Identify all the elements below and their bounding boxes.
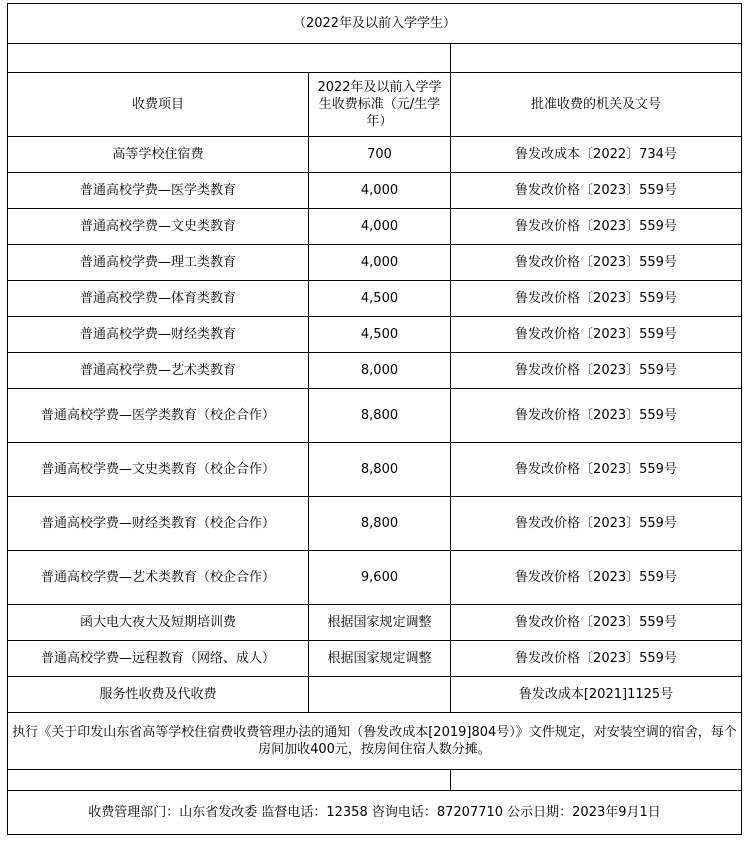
table-row — [8, 137, 742, 173]
cell-approval: 鲁发改价格〔2023〕559号 — [451, 443, 742, 497]
cell-approval: 鲁发改成本[2021]1125号 — [451, 677, 742, 713]
empty-cell — [8, 44, 451, 73]
cell-approval: 鲁发改价格〔2023〕559号 — [451, 173, 742, 209]
cell-item: 普通高校学费—文史类教育（校企合作） — [8, 443, 309, 497]
cell-item: 普通高校学费—财经类教育（校企合作） — [8, 497, 309, 551]
cell-item: 普通高校学费—医学类教育 — [8, 173, 309, 209]
cell-approval: 鲁发改价格〔2023〕559号 — [451, 245, 742, 281]
cell-item: 高等学校住宿费 — [8, 137, 309, 173]
cell-approval: 鲁发改价格〔2023〕559号 — [451, 497, 742, 551]
header-row — [8, 73, 742, 137]
table-row — [8, 497, 742, 551]
table-row — [8, 317, 742, 353]
cell-standard: 8,800 — [309, 389, 451, 443]
cell-standard: 4,500 — [309, 281, 451, 317]
cell-approval: 鲁发改价格〔2023〕559号 — [451, 605, 742, 641]
cell-standard: 700 — [309, 137, 451, 173]
cell-approval: 鲁发改价格〔2023〕559号 — [451, 389, 742, 443]
fee-rows — [8, 137, 742, 713]
spacer-row — [8, 770, 742, 791]
cell-approval: 鲁发改价格〔2023〕559号 — [451, 641, 742, 677]
cell-approval: 鲁发改价格〔2023〕559号 — [451, 317, 742, 353]
table-title: （2022年及以前入学学生） — [8, 4, 742, 44]
cell-approval: 鲁发改价格〔2023〕559号 — [451, 209, 742, 245]
cell-approval: 鲁发改价格〔2023〕559号 — [451, 281, 742, 317]
table-row — [8, 641, 742, 677]
note-text: 执行《关于印发山东省高等学校住宿费收费管理办法的通知（鲁发改成本[2019]804号）》文件规定，对安装空调的宿舍，每个房间加收400元，按房间住宿人数分摊。 — [8, 713, 742, 770]
table-row — [8, 209, 742, 245]
cell-approval: 鲁发改成本〔2022〕734号 — [451, 137, 742, 173]
cell-standard: 根据国家规定调整 — [309, 641, 451, 677]
table-row — [8, 551, 742, 605]
table-row — [8, 173, 742, 209]
cell-approval: 鲁发改价格〔2023〕559号 — [451, 551, 742, 605]
fee-table — [7, 3, 742, 835]
cell-item: 服务性收费及代收费 — [8, 677, 309, 713]
footer-text: 收费管理部门：山东省发改委 监督电话：12358 咨询电话：87207710 公示日期：2023年9月1日 — [8, 791, 742, 835]
table-row — [8, 443, 742, 497]
table-row — [8, 281, 742, 317]
table-row — [8, 677, 742, 713]
header-item: 收费项目 — [8, 73, 309, 137]
cell-standard: 4,500 — [309, 317, 451, 353]
cell-item: 普通高校学费—财经类教育 — [8, 317, 309, 353]
cell-item: 普通高校学费—文史类教育 — [8, 209, 309, 245]
cell-standard: 4,000 — [309, 245, 451, 281]
table-row — [8, 245, 742, 281]
table-row — [8, 605, 742, 641]
cell-item: 普通高校学费—远程教育（网络、成人） — [8, 641, 309, 677]
empty-cell — [8, 770, 451, 791]
empty-cell — [451, 770, 742, 791]
cell-standard: 根据国家规定调整 — [309, 605, 451, 641]
cell-item: 普通高校学费—艺术类教育（校企合作） — [8, 551, 309, 605]
cell-standard: 8,800 — [309, 443, 451, 497]
cell-standard: 8,000 — [309, 353, 451, 389]
footer-row — [8, 791, 742, 835]
table-row — [8, 353, 742, 389]
cell-item: 普通高校学费—体育类教育 — [8, 281, 309, 317]
cell-standard: 8,800 — [309, 497, 451, 551]
table-row — [8, 389, 742, 443]
cell-item: 普通高校学费—医学类教育（校企合作） — [8, 389, 309, 443]
title-row — [8, 4, 742, 44]
cell-standard: 9,600 — [309, 551, 451, 605]
cell-item: 普通高校学费—理工类教育 — [8, 245, 309, 281]
cell-item: 普通高校学费—艺术类教育 — [8, 353, 309, 389]
spacer-row — [8, 44, 742, 73]
cell-standard: 4,000 — [309, 209, 451, 245]
header-standard: 2022年及以前入学学生收费标准（元/生学年） — [309, 73, 451, 137]
cell-standard — [309, 677, 451, 713]
cell-approval: 鲁发改价格〔2023〕559号 — [451, 353, 742, 389]
empty-cell — [451, 44, 742, 73]
header-approval: 批准收费的机关及文号 — [451, 73, 742, 137]
cell-item: 函大电大夜大及短期培训费 — [8, 605, 309, 641]
note-row — [8, 713, 742, 770]
cell-standard: 4,000 — [309, 173, 451, 209]
